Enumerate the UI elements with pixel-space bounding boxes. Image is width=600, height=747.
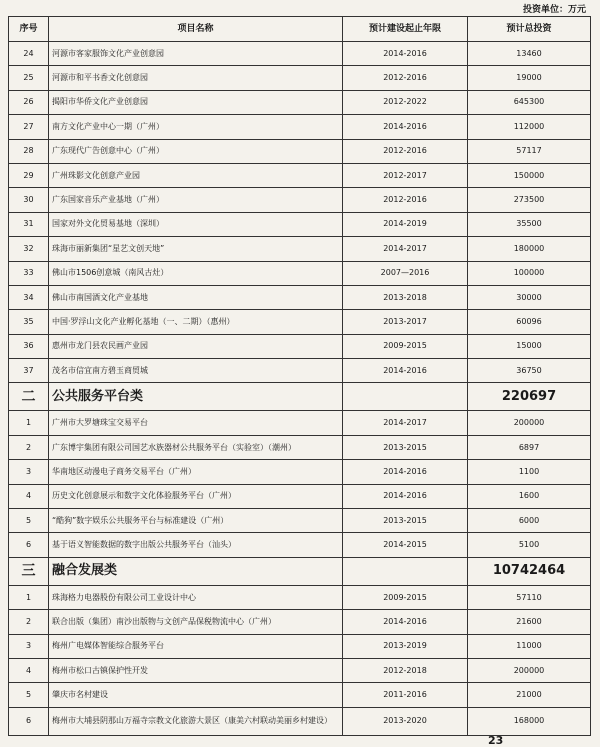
row-period: 2012-2016: [343, 188, 468, 212]
row-project-name: 珠海市丽新集团“星艺文创天地”: [49, 237, 343, 261]
table-row: [9, 188, 591, 212]
row-project-name: 揭阳市华侨文化产业创意园: [49, 90, 343, 114]
row-amount: 150000: [468, 163, 591, 187]
row-period: 2014-2017: [343, 411, 468, 435]
row-project-name: 广州珠影文化创意产业园: [49, 163, 343, 187]
row-amount: 6897: [468, 435, 591, 459]
row-number: 1: [9, 411, 49, 435]
row-amount: 35500: [468, 212, 591, 236]
row-amount: 19000: [468, 66, 591, 90]
row-number: 25: [9, 66, 49, 90]
table-row: [9, 634, 591, 658]
row-number: 37: [9, 359, 49, 383]
row-project-name: 中国·罗浮山文化产业孵化基地（一、二期）（惠州）: [49, 310, 343, 334]
row-amount: 1100: [468, 460, 591, 484]
table-row: [9, 585, 591, 609]
section-number: 三: [9, 557, 49, 585]
table-row: [9, 310, 591, 334]
row-period: 2012-2016: [343, 66, 468, 90]
row-amount: 180000: [468, 237, 591, 261]
table-row: [9, 66, 591, 90]
table-row: [9, 411, 591, 435]
row-amount: 15000: [468, 334, 591, 358]
row-number: 4: [9, 484, 49, 508]
table-row: [9, 683, 591, 707]
row-period: 2007—2016: [343, 261, 468, 285]
row-number: 26: [9, 90, 49, 114]
row-project-name: 华南地区动漫电子商务交易平台（广州）: [49, 460, 343, 484]
row-number: 34: [9, 285, 49, 309]
header-investment: 预计总投资: [468, 17, 591, 42]
row-project-name: 梅州广电媒体智能综合服务平台: [49, 634, 343, 658]
row-number: 1: [9, 585, 49, 609]
row-project-name: 历史文化创意展示和数字文化体验服务平台（广州）: [49, 484, 343, 508]
row-period: 2014-2015: [343, 533, 468, 557]
row-project-name: “酷狗”数字娱乐公共服务平台与标准建设（广州）: [49, 509, 343, 533]
row-amount: 11000: [468, 634, 591, 658]
row-project-name: 基于语义智能数据的数字出版公共服务平台（汕头）: [49, 533, 343, 557]
section-row: [9, 383, 591, 411]
row-number: 30: [9, 188, 49, 212]
row-period: 2014-2016: [343, 115, 468, 139]
row-project-name: 河源市和平书香文化创意园: [49, 66, 343, 90]
row-amount: 168000: [468, 707, 591, 735]
row-amount: 57117: [468, 139, 591, 163]
table-row: [9, 533, 591, 557]
row-period: 2014-2017: [343, 237, 468, 261]
row-period: 2013-2015: [343, 509, 468, 533]
unit-label: 投资单位：万元: [522, 5, 586, 15]
row-amount: 30000: [468, 285, 591, 309]
table-row: [9, 610, 591, 634]
row-project-name: 惠州市龙门县农民画产业园: [49, 334, 343, 358]
row-number: 27: [9, 115, 49, 139]
row-amount: 36750: [468, 359, 591, 383]
row-amount: 13460: [468, 42, 591, 66]
table-row: [9, 484, 591, 508]
row-number: 3: [9, 634, 49, 658]
row-period: 2014-2016: [343, 610, 468, 634]
row-period: 2012-2018: [343, 658, 468, 682]
row-number: 32: [9, 237, 49, 261]
row-period: 2009-2015: [343, 585, 468, 609]
row-project-name: 佛山市南国酒文化产业基地: [49, 285, 343, 309]
row-period: 2012-2022: [343, 90, 468, 114]
row-period: 2013-2019: [343, 634, 468, 658]
section-total: 10742464: [468, 557, 591, 585]
table-row: [9, 261, 591, 285]
row-project-name: 肇庆市名村建设: [49, 683, 343, 707]
table-row: [9, 509, 591, 533]
header-seq: 序号: [9, 17, 49, 42]
table-row: [9, 115, 591, 139]
table-row: [9, 658, 591, 682]
row-amount: 100000: [468, 261, 591, 285]
row-project-name: 佛山市1506创意城（南风古灶）: [49, 261, 343, 285]
page-number: 23: [488, 734, 504, 747]
row-number: 6: [9, 533, 49, 557]
row-period: 2013-2015: [343, 435, 468, 459]
investment-table: [8, 16, 591, 736]
row-number: 3: [9, 460, 49, 484]
row-period: 2009-2015: [343, 334, 468, 358]
row-number: 5: [9, 683, 49, 707]
table-row: [9, 139, 591, 163]
row-amount: 57110: [468, 585, 591, 609]
row-project-name: 联合出版（集团）南沙出版物与文创产品保税物流中心（广州）: [49, 610, 343, 634]
row-number: 33: [9, 261, 49, 285]
row-project-name: 广东现代广告创意中心（广州）: [49, 139, 343, 163]
row-number: 28: [9, 139, 49, 163]
row-number: 24: [9, 42, 49, 66]
section-total: 220697: [468, 383, 591, 411]
table-row: [9, 435, 591, 459]
row-amount: 200000: [468, 658, 591, 682]
table-row: [9, 460, 591, 484]
row-amount: 21000: [468, 683, 591, 707]
row-project-name: 茂名市信宜南方碧玉商贸城: [49, 359, 343, 383]
row-period: 2013-2017: [343, 310, 468, 334]
row-period: 2013-2018: [343, 285, 468, 309]
table-row: [9, 334, 591, 358]
row-period: 2011-2016: [343, 683, 468, 707]
header-period: 预计建设起止年限: [343, 17, 468, 42]
row-project-name: 广东博宇集团有限公司国艺水族器材公共服务平台（实验室）（潮州）: [49, 435, 343, 459]
table-row: [9, 163, 591, 187]
row-period: 2014-2016: [343, 484, 468, 508]
row-period: 2012-2016: [343, 139, 468, 163]
row-number: 5: [9, 509, 49, 533]
row-number: 29: [9, 163, 49, 187]
row-amount: 645300: [468, 90, 591, 114]
section-number: 二: [9, 383, 49, 411]
row-project-name: 梅州市大埔县阴那山万福寺宗教文化旅游大景区（康美六村联动美丽乡村建设）: [49, 707, 343, 735]
section-title: 公共服务平台类: [49, 383, 343, 411]
row-project-name: 国家对外文化贸易基地（深圳）: [49, 212, 343, 236]
row-number: 31: [9, 212, 49, 236]
row-number: 35: [9, 310, 49, 334]
row-project-name: 河源市客家服饰文化产业创意园: [49, 42, 343, 66]
section-title: 融合发展类: [49, 557, 343, 585]
table-body: [9, 42, 591, 736]
table-row: [9, 42, 591, 66]
row-number: 36: [9, 334, 49, 358]
row-number: 4: [9, 658, 49, 682]
row-amount: 60096: [468, 310, 591, 334]
row-amount: 6000: [468, 509, 591, 533]
row-period: 2014-2016: [343, 460, 468, 484]
row-amount: 21600: [468, 610, 591, 634]
table-header-row: [9, 17, 591, 42]
row-amount: 200000: [468, 411, 591, 435]
row-period: 2013-2020: [343, 707, 468, 735]
row-project-name: 广州市大罗塘珠宝交易平台: [49, 411, 343, 435]
section-empty: [343, 557, 468, 585]
row-amount: 1600: [468, 484, 591, 508]
row-number: 6: [9, 707, 49, 735]
row-project-name: 南方文化产业中心一期（广州）: [49, 115, 343, 139]
row-number: 2: [9, 610, 49, 634]
row-project-name: 珠海格力电器股份有限公司工业设计中心: [49, 585, 343, 609]
table-row: [9, 285, 591, 309]
row-amount: 273500: [468, 188, 591, 212]
row-period: 2012-2017: [343, 163, 468, 187]
row-amount: 5100: [468, 533, 591, 557]
header-name: 项目名称: [49, 17, 343, 42]
section-row: [9, 557, 591, 585]
row-amount: 112000: [468, 115, 591, 139]
section-empty: [343, 383, 468, 411]
row-period: 2014-2019: [343, 212, 468, 236]
row-period: 2014-2016: [343, 359, 468, 383]
row-period: 2014-2016: [343, 42, 468, 66]
table-row: [9, 707, 591, 735]
row-project-name: 广东国家音乐产业基地（广州）: [49, 188, 343, 212]
table-row: [9, 359, 591, 383]
table-row: [9, 237, 591, 261]
row-number: 2: [9, 435, 49, 459]
table-row: [9, 212, 591, 236]
row-project-name: 梅州市松口古镇保护性开发: [49, 658, 343, 682]
table-row: [9, 90, 591, 114]
